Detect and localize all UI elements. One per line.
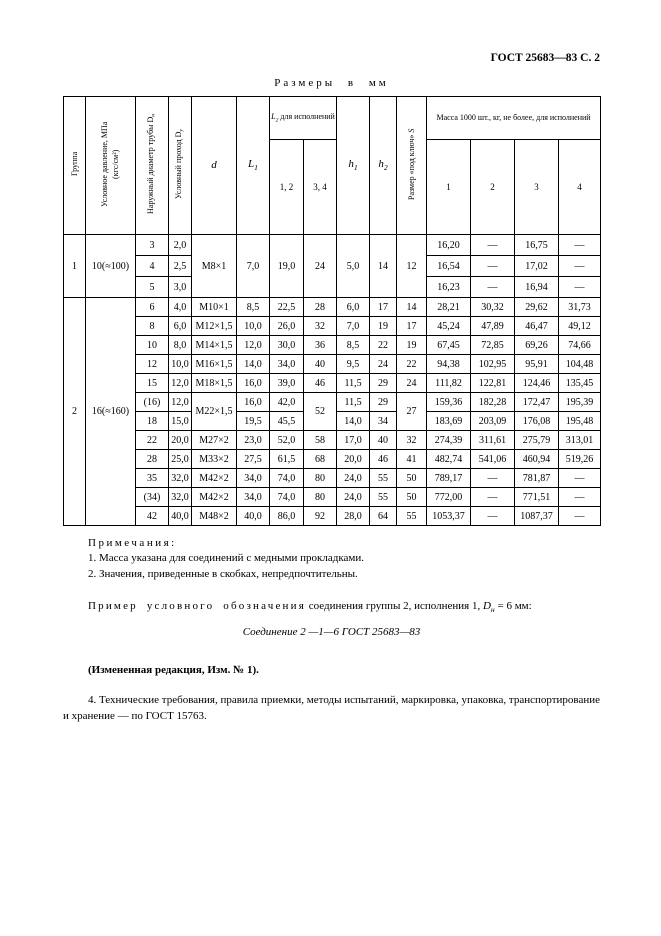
cell-s: 27	[397, 393, 427, 431]
cell-m3: 781,87	[515, 469, 559, 488]
pressure-line1: Условное давление, МПа	[100, 121, 110, 207]
cell-m1: 1053,37	[427, 507, 471, 526]
cell-m1: 16,20	[427, 235, 471, 256]
cell-m4: 519,26	[559, 450, 601, 469]
cell-m3: 16,94	[515, 277, 559, 298]
example-middle: соединения группы 2, исполнения 1,	[305, 600, 483, 613]
col-header-L2-exec-12: 1, 2	[270, 140, 304, 235]
cell-L2-12: 19,0	[270, 235, 304, 298]
col-header-L2-group: $L_2$ для исполнений	[270, 97, 337, 140]
cell-L1: 14,0	[237, 355, 270, 374]
cell-du: 15,0	[169, 412, 192, 431]
col-header-mass-4: 4	[559, 140, 601, 235]
cell-L2-12: 86,0	[270, 507, 304, 526]
cell-L2-34: 40	[304, 355, 337, 374]
cell-m2: 203,09	[471, 412, 515, 431]
cell-m2: 47,89	[471, 317, 515, 336]
cell-d: М22×1,5	[192, 393, 237, 431]
col-header-d: d	[192, 97, 237, 235]
cell-L2-34: 52	[304, 393, 337, 431]
doc-header: ГОСТ 25683—83 С. 2	[490, 52, 600, 64]
cell-L2-12: 22,5	[270, 298, 304, 317]
table-title: Размеры в мм	[274, 77, 389, 89]
cell-s: 50	[397, 469, 427, 488]
table-row	[64, 488, 601, 507]
cell-h1: 28,0	[337, 507, 370, 526]
cell-L1: 27,5	[237, 450, 270, 469]
cell-dn: 10	[136, 336, 169, 355]
cell-L1: 34,0	[237, 469, 270, 488]
cell-du: 2,5	[169, 256, 192, 277]
cell-m4: —	[559, 469, 601, 488]
cell-du: 10,0	[169, 355, 192, 374]
cell-m2: 182,28	[471, 393, 515, 412]
cell-L2-12: 26,0	[270, 317, 304, 336]
cell-L1: 40,0	[237, 507, 270, 526]
cell-dn: 3	[136, 235, 169, 256]
cell-m2: 72,85	[471, 336, 515, 355]
cell-m4: 195,39	[559, 393, 601, 412]
cell-m4: —	[559, 488, 601, 507]
cell-dn: 8	[136, 317, 169, 336]
cell-h1: 8,5	[337, 336, 370, 355]
cell-dn: 6	[136, 298, 169, 317]
cell-m4: 74,66	[559, 336, 601, 355]
col-header-mass-group: Масса 1000 шт., кг, не более, для исполнений	[427, 97, 601, 140]
cell-m4: 313,01	[559, 431, 601, 450]
col-header-h2: $h_2$	[370, 97, 397, 235]
table-row	[64, 298, 601, 317]
L2-suffix: для исполнений	[278, 111, 335, 121]
cell-h2: 29	[370, 393, 397, 412]
cell-group: 1	[64, 235, 86, 298]
cell-dn: 18	[136, 412, 169, 431]
col-header-L1: $L_1$	[237, 97, 270, 235]
cell-L1: 23,0	[237, 431, 270, 450]
cell-h2: 64	[370, 507, 397, 526]
cell-d: М16×1,5	[192, 355, 237, 374]
cell-m4: —	[559, 507, 601, 526]
cell-m2: 541,06	[471, 450, 515, 469]
cell-m1: 16,23	[427, 277, 471, 298]
cell-s: 55	[397, 507, 427, 526]
cell-m4: 135,45	[559, 374, 601, 393]
cell-m1: 45,24	[427, 317, 471, 336]
cell-m3: 275,79	[515, 431, 559, 450]
cell-m1: 111,82	[427, 374, 471, 393]
cell-L2-34: 24	[304, 235, 337, 298]
notes-title: Примечания:	[88, 537, 177, 549]
bore-sub: у	[178, 129, 185, 132]
cell-dn: 5	[136, 277, 169, 298]
cell-m4: —	[559, 256, 601, 277]
cell-s: 14	[397, 298, 427, 317]
note-item: 1. Масса указана для соединений с медными прокладками.	[88, 552, 364, 565]
col-header-mass-3: 3	[515, 140, 559, 235]
cell-h1: 24,0	[337, 469, 370, 488]
table-row	[64, 317, 601, 336]
cell-m4: 104,48	[559, 355, 601, 374]
col-header-bore	[169, 97, 192, 235]
cell-L2-12: 42,0	[270, 393, 304, 412]
cell-m1: 16,54	[427, 256, 471, 277]
cell-h1: 24,0	[337, 488, 370, 507]
cell-L1: 10,0	[237, 317, 270, 336]
cell-d: М42×2	[192, 488, 237, 507]
cell-m1: 183,69	[427, 412, 471, 431]
cell-group: 2	[64, 298, 86, 526]
cell-m3: 95,91	[515, 355, 559, 374]
table-row	[64, 507, 601, 526]
cell-m3: 17,02	[515, 256, 559, 277]
cell-du: 2,0	[169, 235, 192, 256]
cell-dn: 4	[136, 256, 169, 277]
cell-h2: 24	[370, 355, 397, 374]
cell-m2: —	[471, 469, 515, 488]
cell-m4: —	[559, 277, 601, 298]
cell-L1: 34,0	[237, 488, 270, 507]
cell-m3: 1087,37	[515, 507, 559, 526]
cell-L2-12: 45,5	[270, 412, 304, 431]
example-paragraph	[63, 600, 600, 614]
cell-du: 20,0	[169, 431, 192, 450]
col-header-h1: $h_1$	[337, 97, 370, 235]
table-row	[64, 469, 601, 488]
cell-m3: 771,51	[515, 488, 559, 507]
cell-L2-34: 36	[304, 336, 337, 355]
cell-m3: 69,26	[515, 336, 559, 355]
cell-h1: 17,0	[337, 431, 370, 450]
cell-m2: 30,32	[471, 298, 515, 317]
cell-du: 40,0	[169, 507, 192, 526]
cell-m1: 772,00	[427, 488, 471, 507]
cell-d: М14×1,5	[192, 336, 237, 355]
cell-m1: 274,39	[427, 431, 471, 450]
dimensions-table	[63, 96, 601, 526]
cell-s: 41	[397, 450, 427, 469]
designation-example: Соединение 2 —1—6 ГОСТ 25683—83	[242, 626, 421, 639]
table-row	[64, 431, 601, 450]
cell-dn: 28	[136, 450, 169, 469]
cell-d: М12×1,5	[192, 317, 237, 336]
cell-m2: —	[471, 256, 515, 277]
cell-d: М18×1,5	[192, 374, 237, 393]
cell-du: 12,0	[169, 374, 192, 393]
cell-m3: 29,62	[515, 298, 559, 317]
cell-m2: —	[471, 488, 515, 507]
cell-L1: 16,0	[237, 374, 270, 393]
cell-L2-34: 46	[304, 374, 337, 393]
cell-L2-34: 92	[304, 507, 337, 526]
cell-du: 25,0	[169, 450, 192, 469]
cell-d: М48×2	[192, 507, 237, 526]
d-variable: $D_н$	[482, 600, 495, 615]
cell-h2: 17	[370, 298, 397, 317]
cell-du: 32,0	[169, 469, 192, 488]
cell-d: М8×1	[192, 235, 237, 298]
cell-h2: 34	[370, 412, 397, 431]
cell-dn: 12	[136, 355, 169, 374]
cell-m1: 482,74	[427, 450, 471, 469]
table-row	[64, 374, 601, 393]
cell-L2-12: 61,5	[270, 450, 304, 469]
cell-L2-12: 74,0	[270, 488, 304, 507]
cell-du: 6,0	[169, 317, 192, 336]
outer-dia-sub: н	[150, 114, 157, 117]
cell-dn: 15	[136, 374, 169, 393]
cell-du: 8,0	[169, 336, 192, 355]
cell-du: 4,0	[169, 298, 192, 317]
cell-L2-34: 80	[304, 469, 337, 488]
cell-m3: 16,75	[515, 235, 559, 256]
clause-4: 4. Технические требования, правила приемки, методы испытаний, маркировка, упаковка, транспортирование и хранение — по ГОСТ 15763.	[63, 694, 600, 722]
table-row	[64, 336, 601, 355]
cell-L1: 16,0	[237, 393, 270, 412]
cell-m3: 172,47	[515, 393, 559, 412]
cell-h2: 22	[370, 336, 397, 355]
example-tail: = 6 мм:	[494, 600, 532, 613]
cell-L1: 8,5	[237, 298, 270, 317]
cell-s: 19	[397, 336, 427, 355]
cell-h1: 20,0	[337, 450, 370, 469]
cell-dn: 35	[136, 469, 169, 488]
cell-L2-34: 68	[304, 450, 337, 469]
cell-m4: 195,48	[559, 412, 601, 431]
cell-d: М33×2	[192, 450, 237, 469]
cell-L1: 12,0	[237, 336, 270, 355]
cell-du: 32,0	[169, 488, 192, 507]
bore-label: Условный проход D	[174, 131, 184, 200]
example-lead: Пример условного обозначения	[88, 600, 306, 613]
cell-h1: 6,0	[337, 298, 370, 317]
cell-s: 12	[397, 235, 427, 298]
cell-du: 3,0	[169, 277, 192, 298]
col-header-L2-exec-34: 3, 4	[304, 140, 337, 235]
cell-h1: 11,5	[337, 393, 370, 412]
cell-m4: 49,12	[559, 317, 601, 336]
cell-m3: 176,08	[515, 412, 559, 431]
cell-m3: 46,47	[515, 317, 559, 336]
cell-L2-34: 58	[304, 431, 337, 450]
cell-d: М10×1	[192, 298, 237, 317]
cell-m1: 28,21	[427, 298, 471, 317]
cell-dn: 22	[136, 431, 169, 450]
cell-pressure: 10(≈100)	[86, 235, 136, 298]
cell-s: 22	[397, 355, 427, 374]
pressure-line2: (кгс/см²)	[111, 149, 121, 179]
cell-dn: (34)	[136, 488, 169, 507]
cell-L2-12: 30,0	[270, 336, 304, 355]
notes-block	[88, 536, 600, 582]
cell-m2: 122,81	[471, 374, 515, 393]
cell-s: 17	[397, 317, 427, 336]
table-row	[64, 393, 601, 412]
cell-d: М42×2	[192, 469, 237, 488]
col-header-mass-2: 2	[471, 140, 515, 235]
col-header-group: Группа	[64, 97, 86, 235]
col-header-wrench-size	[397, 97, 427, 235]
cell-m1: 789,17	[427, 469, 471, 488]
cell-s: 50	[397, 488, 427, 507]
cell-m1: 159,36	[427, 393, 471, 412]
wrench-var: S	[406, 128, 416, 133]
outer-dia-label: Наружный диаметр трубы D	[146, 116, 156, 215]
cell-du: 12,0	[169, 393, 192, 412]
cell-L1: 19,5	[237, 412, 270, 431]
table-row	[64, 450, 601, 469]
cell-h2: 40	[370, 431, 397, 450]
cell-m4: 31,73	[559, 298, 601, 317]
cell-m3: 124,46	[515, 374, 559, 393]
cell-m2: —	[471, 507, 515, 526]
cell-m2: —	[471, 235, 515, 256]
cell-h1: 14,0	[337, 412, 370, 431]
cell-L1: 7,0	[237, 235, 270, 298]
col-header-outer-diameter	[136, 97, 169, 235]
note-item: 2. Значения, приведенные в скобках, непредпочтительны.	[88, 567, 358, 580]
cell-h2: 14	[370, 235, 397, 298]
cell-L2-34: 28	[304, 298, 337, 317]
cell-m4: —	[559, 235, 601, 256]
table-row	[64, 235, 601, 256]
col-header-mass-1: 1	[427, 140, 471, 235]
cell-L2-12: 74,0	[270, 469, 304, 488]
cell-m2: 311,61	[471, 431, 515, 450]
cell-h2: 19	[370, 317, 397, 336]
cell-dn: 42	[136, 507, 169, 526]
cell-m2: 102,95	[471, 355, 515, 374]
cell-m2: —	[471, 277, 515, 298]
cell-h1: 5,0	[337, 235, 370, 298]
cell-m3: 460,94	[515, 450, 559, 469]
cell-s: 32	[397, 431, 427, 450]
cell-h1: 9,5	[337, 355, 370, 374]
cell-h2: 55	[370, 469, 397, 488]
cell-pressure: 16(≈160)	[86, 298, 136, 526]
cell-h2: 46	[370, 450, 397, 469]
cell-L2-12: 52,0	[270, 431, 304, 450]
cell-m1: 94,38	[427, 355, 471, 374]
cell-h1: 11,5	[337, 374, 370, 393]
cell-L2-12: 34,0	[270, 355, 304, 374]
col-header-pressure	[86, 97, 136, 235]
cell-m1: 67,45	[427, 336, 471, 355]
cell-dn: (16)	[136, 393, 169, 412]
cell-h1: 7,0	[337, 317, 370, 336]
cell-L2-34: 32	[304, 317, 337, 336]
cell-d: М27×2	[192, 431, 237, 450]
cell-s: 24	[397, 374, 427, 393]
cell-h2: 29	[370, 374, 397, 393]
table-row	[64, 355, 601, 374]
cell-L2-12: 39,0	[270, 374, 304, 393]
revision-note: (Измененная редакция, Изм. № 1).	[88, 664, 259, 677]
wrench-label: Размер «под ключ»	[406, 132, 416, 200]
cell-h2: 55	[370, 488, 397, 507]
cell-L2-34: 80	[304, 488, 337, 507]
